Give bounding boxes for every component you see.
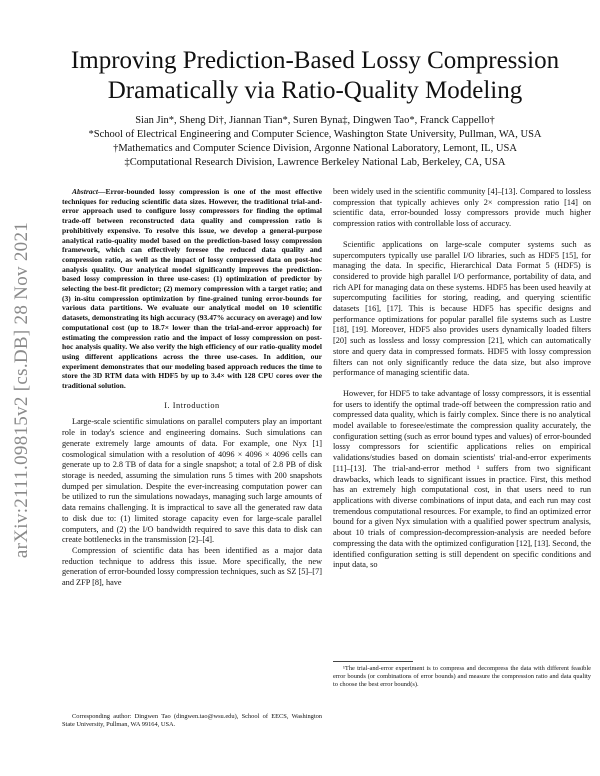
- intro-paragraph-2: Compression of scientific data has been identified as a major data reduction technique to address this issue. More specifically, the new generation of error-bounded lossy compression techniques, such as SZ [5]–[7] and ZFP [8], have: [62, 545, 322, 588]
- arxiv-sidebar-stamp: [8, 200, 36, 580]
- left-column: [62, 187, 322, 589]
- corresponding-author-note: [62, 713, 322, 729]
- author-list: Sian Jin*, Sheng Di†, Jiannan Tian*, Suren Byna‡, Dingwen Tao*, Franck Cappello†: [135, 115, 495, 126]
- affiliation-wsu: *School of Electrical Engineering and Computer Science, Washington State University, Pullman, WA, USA: [88, 129, 542, 140]
- right-paragraph-3: However, for HDF5 to take advantage of lossy compressors, it is essential for users to identify the optimal trade-off between the compression ratio and compressed data quality, which is fairly complex. Since there is no analytical model available to foresee/estimate the compression quality accurately, the configuration setting (such as error bound types and values) of error-bounded lossy compressors for scientific applications relies on empirical validations/studies based on domain scientists' trial-and-error experiments [11]–[13]. The trial-and-error method ¹ suffers from two significant drawbacks, which leads to significant issues in practice. First, this method has an extremely high computational cost, in that users need to run applications with diverse combinations of input data, and each run may cost tremendous computational resources. For example, to find an optimized error bound for a given Nyx simulation with a qualified power spectrum analysis, about 10 trials of compression-decompression-analysis are needed before compressing the data with the optimized configuration [12], [13]. Second, the identified configuration setting is still dependent on specific conditions and input data, so: [333, 388, 591, 570]
- footnote-1: ¹The trial-and-error experiment is to compress and decompress the data with different feasible error bounds (or combinations of error bounds) and measure the compression ratio and data quality to choose the best error bound(s).: [333, 665, 591, 688]
- intro-paragraph-1: Large-scale scientific simulations on parallel computers play an important role in today's science and engineering domains. Such simulations can generate extremely large amounts of data. For example, one Nyx [1] cosmological simulation with a resolution of 4096 × 4096 × 4096 cells can generate up to 2.8 TB of data for a single snapshot; a total of 2.8 PB of disk storage is needed, assuming the simulation runs 5 times with 200 snapshots dumped per simulation. Despite the ever-increasing computation power can be utilized to run the simulations nowadays, managing such large amounts of data remains challenging. It is impractical to save all the generated raw data to disk due to: (1) limited storage capacity even for large-scale parallel computers, and (2) the I/O bandwidth required to save this data to disk can create bottlenecks in the transmission [2]–[4].: [62, 417, 322, 545]
- section-heading-introduction: I. Introduction: [164, 400, 220, 410]
- footnote-area: [333, 655, 591, 689]
- right-column: [333, 187, 591, 571]
- author-block: [50, 114, 580, 170]
- arxiv-identifier: arXiv:2111.09815v2 [cs.DB] 28 Nov 2021: [11, 221, 32, 559]
- title-line-2: Dramatically via Ratio-Quality Modeling: [107, 77, 523, 104]
- right-paragraph-2: Scientific applications on large-scale computer systems such as supercomputers typically use parallel I/O libraries, such as HDF5 [15], for managing the data. In specific, Hierarchical Data Format 5 (HDF5) is considered to provide high parallel I/O performance, portability of data, and rich API for managing data on these systems. HDF5 has been used heavily at supercomputing facilities for storing, reading, and querying scientific datasets [16], [17]. This is because HDF5 has specific designs and performance optimizations for popular parallel file systems such as Lustre [18], [19]. Moreover, HDF5 also provides users dynamically loaded filters [20] such as lossless and lossy compression [21], which can automatically store and query data in compressed formats. HDF5 with lossy compression filters can not only significantly reduce the data size, but also improve performance of managing scientific data.: [333, 239, 591, 378]
- title-line-1: Improving Prediction-Based Lossy Compression: [70, 47, 560, 74]
- abstract-label: Abstract: [72, 187, 98, 196]
- footnote-rule: [333, 661, 413, 662]
- abstract-text: —Error-bounded lossy compression is one of the most effective techniques for reducing scientific data sizes. However, the traditional trial-and-error approach used to configure lossy compressors for finding the optimal trade-off between reconstructed data quality and compression ratio is prohibitively expensive. To resolve this issue, we develop a general-purpose analytical ratio-quality model based on the prediction-based lossy compression framework, which can effectively foresee the reduced data quality and compression ratio, as well as the impact of lossy compressed data on post-hoc analysis quality. Our analytical model significantly improves the prediction-based lossy compression in three use-cases: (1) optimization of predictor by selecting the best-fit predictor; (2) memory compression with a target ratio; and (3) in-situ compression optimization by fine-grained tuning error-bounds for various data partitions. We evaluate our analytical model on 10 scientific datasets, demonstrating its high accuracy (93.47% accuracy on average) and low computational cost (up to 18.7× lower than the trial-and-error approach) for estimating the compression ratio and the impact of lossy compression on post-hoc analysis quality. We also verify the high efficiency of our ratio-quality model using different applications across the three use-cases. In addition, our experiment demonstrates that our modeling based approach reduces the time to store the 3D RTM data with HDF5 by up to 3.4× with 128 CPU cores over the traditional solution.: [62, 187, 322, 391]
- right-paragraph-1: been widely used in the scientific community [4]–[13]. Compared to lossless compression that typically achieves only 2× compression ratio [14] on scientific data, error-bounded lossy compressors provide much higher compression ratios with controllable loss of accuracy.: [333, 187, 591, 229]
- affiliation-lbnl: ‡Computational Research Division, Lawrence Berkeley National Lab, Berkeley, CA, USA: [124, 157, 506, 168]
- corresponding-author-text: Corresponding author: Dingwen Tao (dingwen.tao@wsu.edu), School of EECS, Washington State University, Pullman, WA 99164, USA.: [62, 713, 322, 728]
- paper-title: [50, 46, 580, 106]
- affiliation-argonne: †Mathematics and Computer Science Division, Argonne National Laboratory, Lemont, IL, USA: [113, 143, 517, 154]
- abstract: [62, 187, 322, 391]
